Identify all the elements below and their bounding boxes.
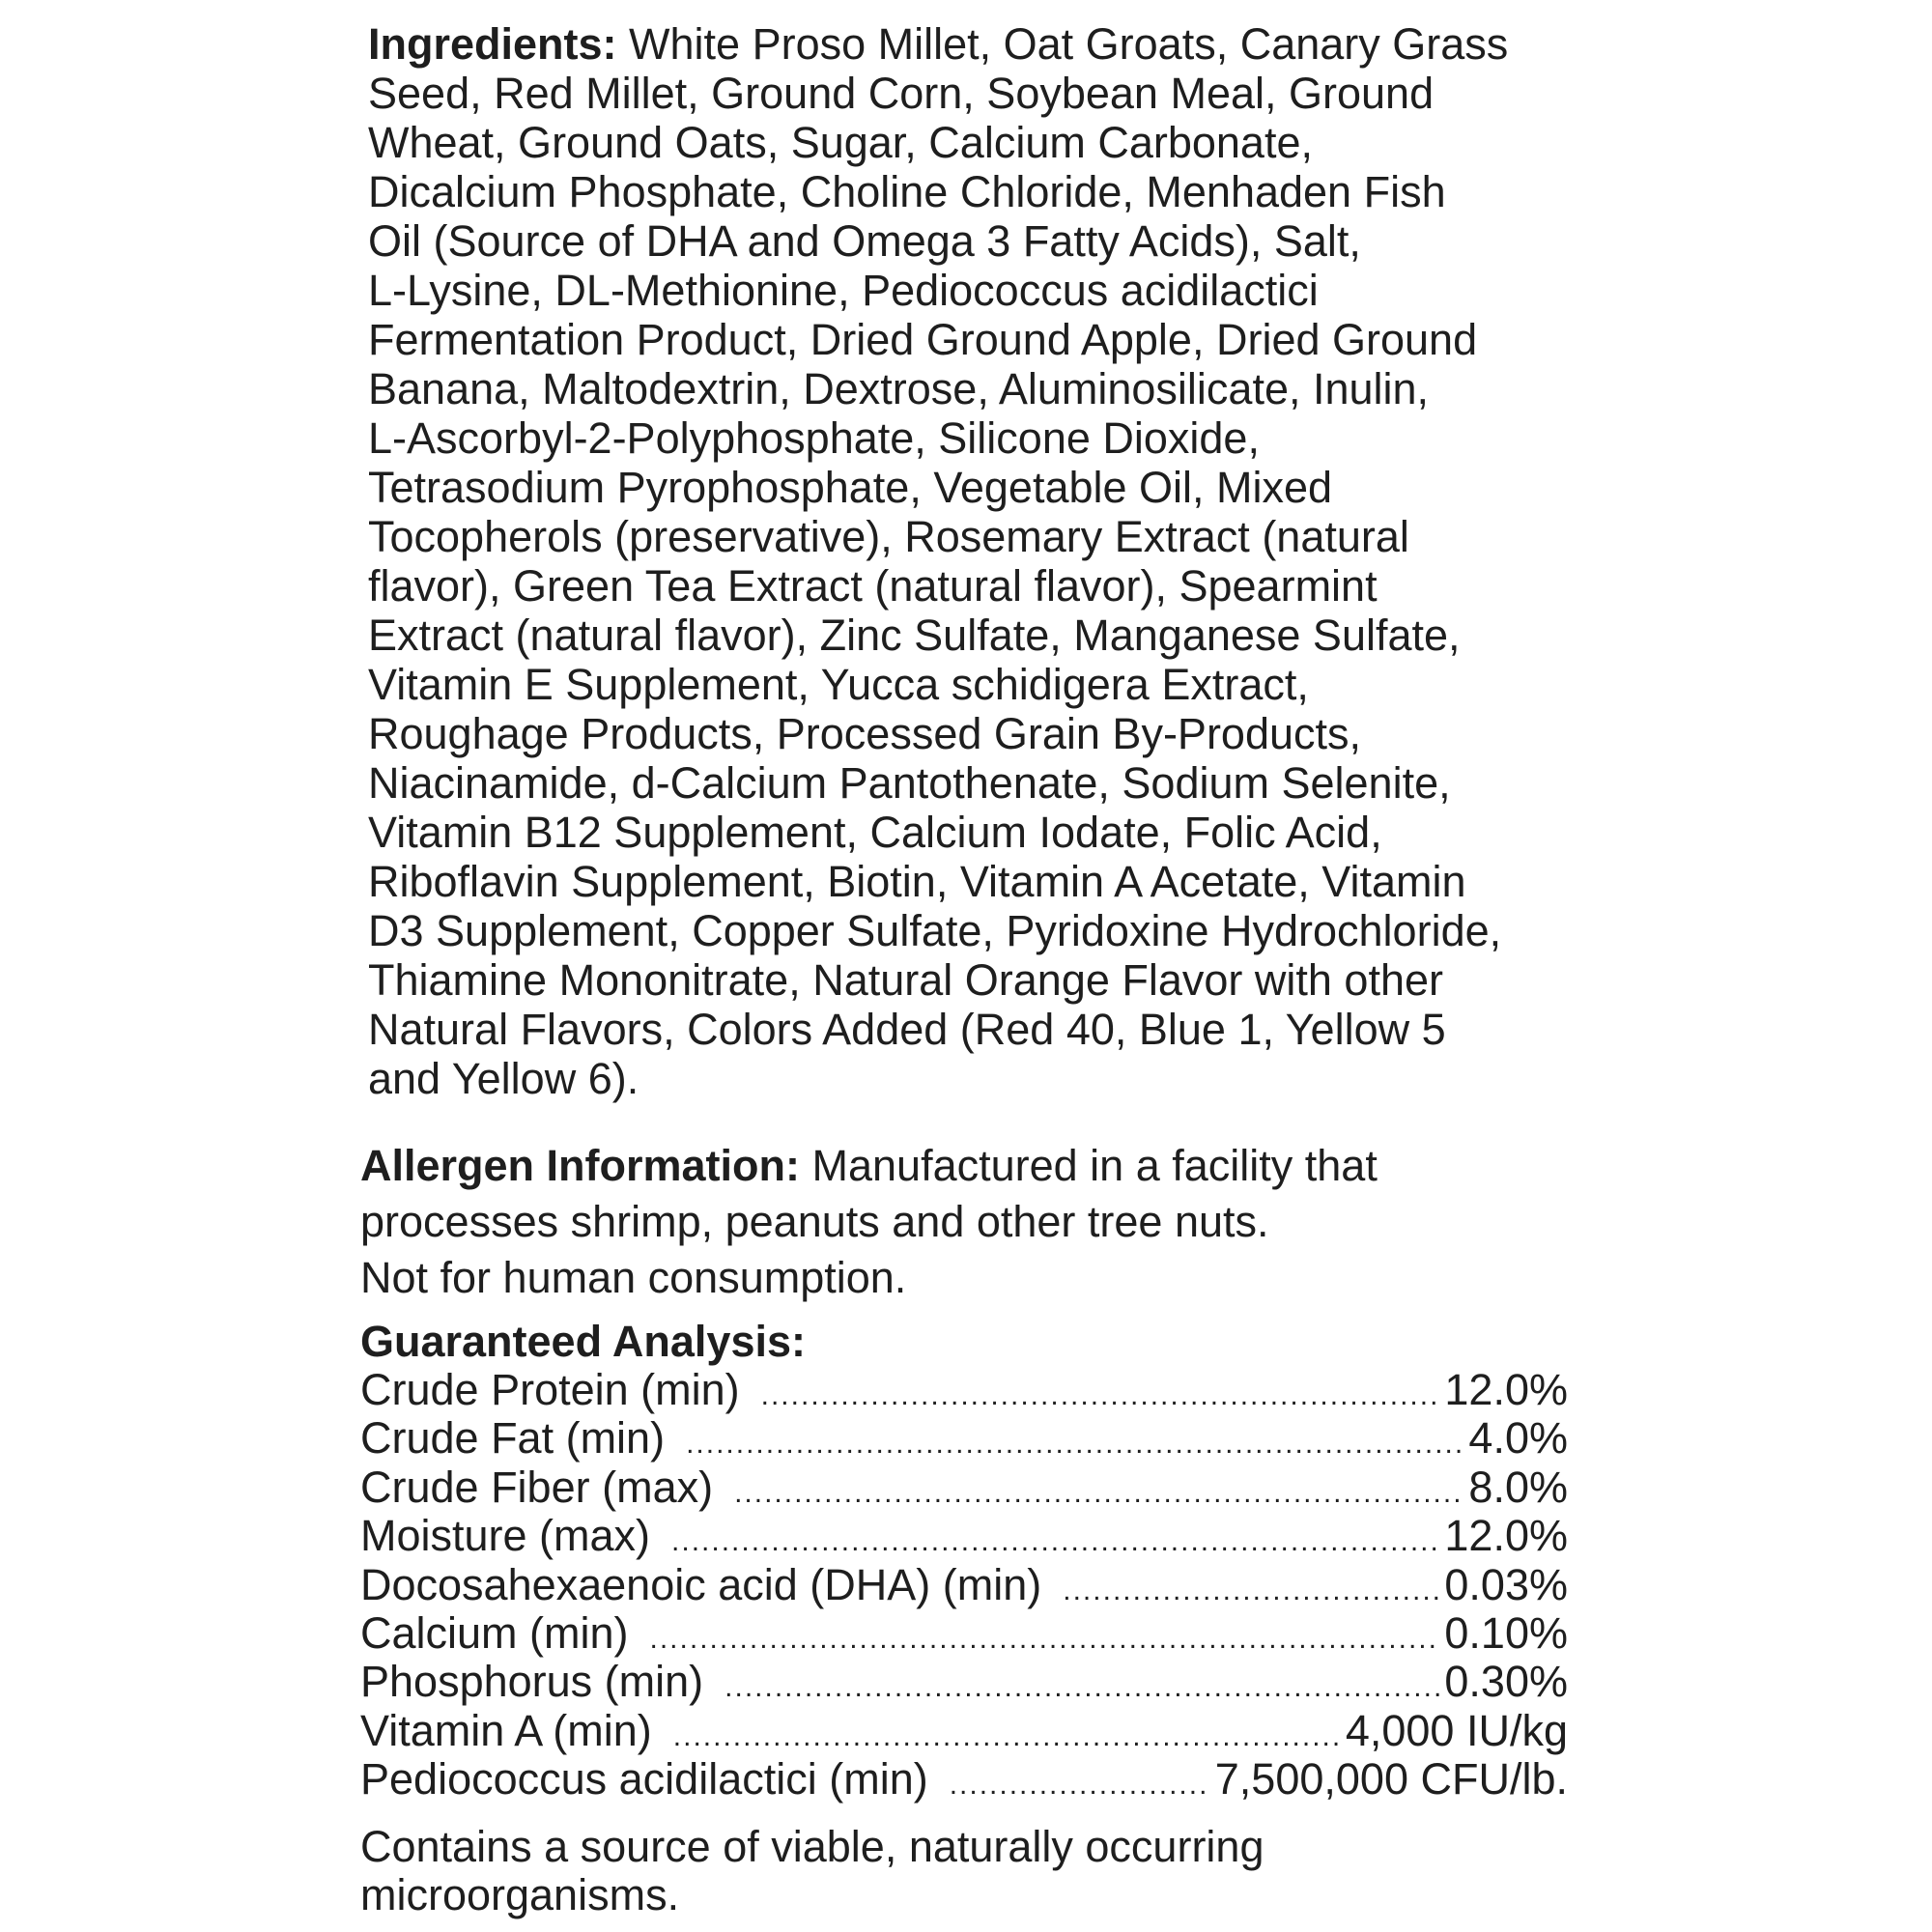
dot-leader xyxy=(686,1420,1464,1468)
analysis-row-value: 4.0% xyxy=(1468,1413,1568,1463)
ingredients-line: Riboflavin Supplement, Biotin, Vitamin A Acetate, Vitamin xyxy=(368,857,1466,906)
dot-leader xyxy=(1063,1567,1440,1615)
dot-leader xyxy=(650,1615,1441,1663)
allergen-line: Allergen Information: Manufactured in a facility that xyxy=(360,1141,1378,1190)
analysis-row xyxy=(360,1463,1568,1512)
dot-leader xyxy=(950,1761,1211,1809)
analysis-row xyxy=(360,1414,1568,1463)
analysis-row-value: 7,500,000 CFU/lb. xyxy=(1214,1754,1568,1804)
ingredients-line: and Yellow 6). xyxy=(368,1054,639,1103)
allergen-section xyxy=(360,1138,1616,1306)
ingredients-text xyxy=(367,19,1652,1103)
analysis-row-name: Pediococcus acidilactici (min) xyxy=(360,1754,928,1804)
allergen-line: processes shrimp, peanuts and other tree nuts. xyxy=(360,1197,1269,1246)
ingredients-line: Roughage Products, Processed Grain By-Products, xyxy=(368,709,1362,758)
ingredients-section xyxy=(367,19,1652,1103)
analysis-row-name: Moisture (max) xyxy=(360,1511,651,1561)
analysis-row xyxy=(360,1561,1568,1609)
footer-line: Contains a source of viable, naturally occurring xyxy=(360,1822,1264,1871)
ingredients-line: Tetrasodium Pyrophosphate, Vegetable Oil, Mixed xyxy=(368,463,1333,512)
ingredients-line: Ingredients: White Proso Millet, Oat Groats, Canary Grass xyxy=(368,19,1509,69)
ingredients-line: Banana, Maltodextrin, Dextrose, Aluminosilicate, Inulin, xyxy=(368,364,1430,413)
analysis-row-value: 12.0% xyxy=(1444,1365,1568,1414)
analysis-row-name: Phosphorus (min) xyxy=(360,1657,704,1707)
ingredients-line: Natural Flavors, Colors Added (Red 40, Blue 1, Yellow 5 xyxy=(368,1005,1446,1054)
ingredients-line: Niacinamide, d-Calcium Pantothenate, Sodium Selenite, xyxy=(368,758,1451,808)
analysis-row xyxy=(360,1512,1568,1560)
analysis-row-value: 0.03% xyxy=(1444,1559,1568,1609)
ingredients-line: Dicalcium Phosphate, Choline Chloride, Menhaden Fish xyxy=(368,167,1446,216)
ingredients-line: Wheat, Ground Oats, Sugar, Calcium Carbonate, xyxy=(368,118,1313,167)
analysis-row xyxy=(360,1658,1568,1706)
ingredients-line: L-Ascorbyl-2-Polyphosphate, Silicone Dioxide, xyxy=(368,413,1260,463)
ingredients-line: Vitamin E Supplement, Yucca schidigera Extract, xyxy=(368,660,1309,709)
ingredients-line: Oil (Source of DHA and Omega 3 Fatty Acids), Salt, xyxy=(368,216,1361,266)
footer-line: microorganisms. xyxy=(360,1870,680,1919)
analysis-row-value: 4,000 IU/kg xyxy=(1345,1705,1568,1755)
analysis-row xyxy=(360,1609,1568,1658)
ingredients-heading: Ingredients: xyxy=(368,19,617,69)
analysis-row xyxy=(360,1755,1568,1804)
analysis-row-name: Crude Protein (min) xyxy=(360,1365,740,1414)
analysis-row-value: 0.10% xyxy=(1444,1607,1568,1658)
guaranteed-analysis-heading: Guaranteed Analysis: xyxy=(360,1317,806,1366)
analysis-row-value: 8.0% xyxy=(1468,1462,1568,1512)
analysis-row-name: Docosahexaenoic acid (DHA) (min) xyxy=(360,1559,1042,1609)
dot-leader xyxy=(761,1372,1441,1420)
analysis-row xyxy=(360,1366,1568,1414)
analysis-row-name: Vitamin A (min) xyxy=(360,1705,652,1755)
human-consumption-notice: Not for human consumption. xyxy=(360,1253,907,1302)
ingredients-line: Extract (natural flavor), Zinc Sulfate, Manganese Sulfate, xyxy=(368,611,1461,660)
ingredients-line: flavor), Green Tea Extract (natural flavor), Spearmint xyxy=(368,561,1378,611)
analysis-row-value: 0.30% xyxy=(1444,1657,1568,1707)
ingredients-line: D3 Supplement, Copper Sulfate, Pyridoxine Hydrochloride, xyxy=(368,906,1502,955)
analysis-row-name: Crude Fiber (max) xyxy=(360,1462,714,1512)
analysis-row-name: Calcium (min) xyxy=(360,1607,629,1658)
guaranteed-analysis-section xyxy=(360,1318,1568,1804)
analysis-row xyxy=(360,1707,1568,1755)
dot-leader xyxy=(724,1663,1440,1712)
ingredients-line: Vitamin B12 Supplement, Calcium Iodate, Folic Acid, xyxy=(368,808,1382,857)
ingredients-line: L-Lysine, DL-Methionine, Pediococcus acidilactici xyxy=(368,266,1319,315)
ingredients-line: Tocopherols (preservative), Rosemary Extract (natural xyxy=(368,512,1409,561)
analysis-row-name: Crude Fat (min) xyxy=(360,1413,666,1463)
ingredients-line: Thiamine Mononitrate, Natural Orange Flavor with other xyxy=(368,955,1444,1005)
allergen-heading: Allergen Information: xyxy=(360,1141,801,1190)
microorganisms-note xyxy=(360,1823,1616,1919)
ingredients-line: Fermentation Product, Dried Ground Apple, Dried Ground xyxy=(368,315,1478,364)
dot-leader xyxy=(734,1469,1464,1518)
analysis-row-value: 12.0% xyxy=(1444,1511,1568,1561)
ingredients-line: Seed, Red Millet, Ground Corn, Soybean Meal, Ground xyxy=(368,69,1435,118)
